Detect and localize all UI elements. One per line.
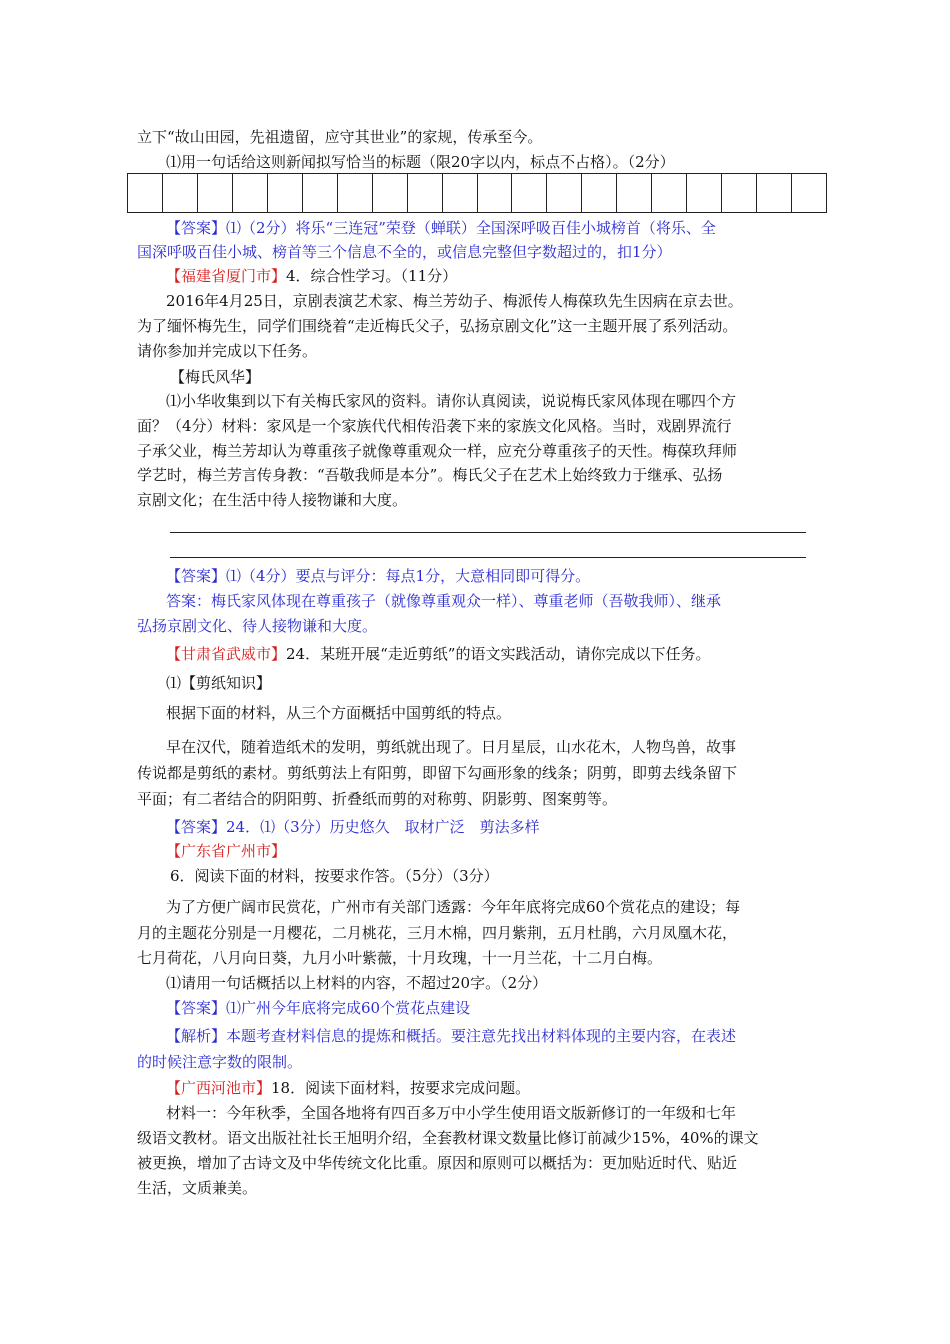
text-line: 请你参加并完成以下任务。 xyxy=(137,342,318,360)
text-line: 材料一：今年秋季，全国各地将有四百多万中小学生使用语文版新修订的一年级和七年 xyxy=(166,1104,737,1122)
grid-cell[interactable] xyxy=(443,174,478,212)
grid-cell[interactable] xyxy=(757,174,792,212)
text-line: 被更换，增加了古诗文及中华传统文化比重。原因和原则可以概括为：更加贴近时代、贴近 xyxy=(137,1154,738,1172)
grid-cell[interactable] xyxy=(547,174,582,212)
answer-line: 【答案】⑴（2分）将乐“三连冠”荣登（蝉联）全国深呼吸百佳小城榜首（将乐、全 xyxy=(166,219,716,237)
question-header xyxy=(166,266,457,286)
text-line: 京剧文化；在生活中待人接物谦和大度。 xyxy=(137,491,408,509)
text-line: 平面；有二者结合的阴阳剪、折叠纸而剪的对称剪、阴影剪、图案剪等。 xyxy=(137,790,618,808)
text-line: 面？（4分）材料：家风是一个家族代代相传沿袭下来的家族文化风格。当时，戏剧界流行 xyxy=(137,417,732,435)
answer-line: 【答案】24．⑴（3分）历史悠久 取材广泛 剪法多样 xyxy=(166,818,540,836)
text-line: 七月荷花，八月向日葵，九月小叶紫薇，十月玫瑰，十一月兰花，十二月白梅。 xyxy=(137,949,663,967)
answer-line: 国深呼吸百佳小城、榜首等三个信息不全的，或信息完整但字数超过的，扣1分） xyxy=(137,243,672,261)
grid-cell[interactable] xyxy=(722,174,757,212)
text-line: 早在汉代，随着造纸术的发明，剪纸就出现了。日月星辰，山水花木，人物鸟兽，故事 xyxy=(166,738,737,756)
text-line: 级语文教材。语文出版社社长王旭明介绍，全套教材课文数量比修订前减少15%，40%的课文 xyxy=(137,1129,759,1147)
text-line: 为了方便广阔市民赏花，广州市有关部门透露：今年年底将完成60个赏花点的建设；每 xyxy=(166,898,741,916)
answer-rule[interactable] xyxy=(170,557,806,558)
question-title: 6．阅读下面的材料，按要求作答。（5分）（3分） xyxy=(170,867,499,885)
text-line: 为了缅怀梅先生，同学们围绕着“走近梅氏父子，弘扬京剧文化”这一主题开展了系列活动。 xyxy=(137,317,738,335)
region-tag: 【广西河池市】 xyxy=(166,1079,272,1097)
grid-cell[interactable] xyxy=(582,174,617,212)
question-line: ⑴用一句话给这则新闻拟写恰当的标题（限20字以内，标点不占格）。（2分） xyxy=(166,153,675,171)
grid-cell[interactable] xyxy=(198,174,233,212)
region-tag: 【甘肃省武威市】 xyxy=(166,645,287,663)
grid-cell[interactable] xyxy=(268,174,303,212)
text-line: 2016年4月25日，京剧表演艺术家、梅兰芳幼子、梅派传人梅葆玖先生因病在京去世。 xyxy=(166,292,743,310)
text-line: 传说都是剪纸的素材。剪纸剪法上有阳剪，即留下勾画形象的线条；阴剪，即剪去线条留下 xyxy=(137,764,738,782)
grid-cell[interactable] xyxy=(303,174,338,212)
question-header xyxy=(166,1078,530,1098)
answer-line: 答案：梅氏家风体现在尊重孩子（就像尊重观众一样）、尊重老师（吾敬我师）、继承 xyxy=(166,592,722,610)
grid-cell[interactable] xyxy=(652,174,687,212)
answer-grid[interactable] xyxy=(127,173,827,213)
grid-cell[interactable] xyxy=(512,174,547,212)
region-tag: 【广东省广州市】 xyxy=(166,842,287,860)
text-line: 根据下面的材料，从三个方面概括中国剪纸的特点。 xyxy=(166,704,512,722)
question-title: 24．某班开展“走近剪纸”的语文实践活动，请你完成以下任务。 xyxy=(286,645,711,663)
analysis-line: 【解析】本题考查材料信息的提炼和概括。要注意先找出材料体现的主要内容，在表述 xyxy=(166,1027,737,1045)
text-line: 学艺时，梅兰芳言传身教：“吾敬我师是本分”。梅氏父子在艺术上始终致力于继承、弘扬 xyxy=(137,466,723,484)
analysis-line: 的时候注意字数的限制。 xyxy=(137,1053,303,1071)
answer-line: 【答案】⑴广州今年底将完成60个赏花点建设 xyxy=(166,999,471,1017)
answer-rule[interactable] xyxy=(170,532,806,533)
grid-cell[interactable] xyxy=(163,174,198,212)
text-line: 子承父业，梅兰芳却认为尊重孩子就像尊重观众一样，应充分尊重孩子的天性。梅葆玖拜师 xyxy=(137,442,738,460)
grid-cell[interactable] xyxy=(687,174,722,212)
grid-cell[interactable] xyxy=(617,174,652,212)
section-heading: 【梅氏风华】 xyxy=(170,368,261,386)
text-line: 生活，文质兼美。 xyxy=(137,1179,258,1197)
answer-line: 【答案】⑴（4分）要点与评分：每点1分，大意相同即可得分。 xyxy=(166,567,591,585)
grid-cell[interactable] xyxy=(128,174,163,212)
grid-cell[interactable] xyxy=(478,174,513,212)
region-tag: 【福建省厦门市】 xyxy=(166,267,287,285)
grid-cell[interactable] xyxy=(792,174,826,212)
grid-cell[interactable] xyxy=(408,174,443,212)
text-line: 立下“故山田园，先祖遗留，应守其世业”的家规，传承至今。 xyxy=(137,128,543,146)
grid-cell[interactable] xyxy=(373,174,408,212)
grid-cell[interactable] xyxy=(233,174,268,212)
section-heading: ⑴【剪纸知识】 xyxy=(166,674,272,692)
question-line: ⑴请用一句话概括以上材料的内容，不超过20字。（2分） xyxy=(166,974,548,992)
grid-cell[interactable] xyxy=(338,174,373,212)
question-title: 18．阅读下面材料，按要求完成问题。 xyxy=(271,1079,531,1097)
answer-line: 弘扬京剧文化、待人接物谦和大度。 xyxy=(137,617,378,635)
question-header xyxy=(166,644,710,664)
text-line: 月的主题花分别是一月樱花，二月桃花，三月木棉，四月紫荆，五月杜鹃，六月凤凰木花， xyxy=(137,924,738,942)
question-title: 4．综合性学习。（11分） xyxy=(286,267,458,285)
text-line: ⑴小华收集到以下有关梅氏家风的资料。请你认真阅读，说说梅氏家风体现在哪四个方 xyxy=(166,392,737,410)
